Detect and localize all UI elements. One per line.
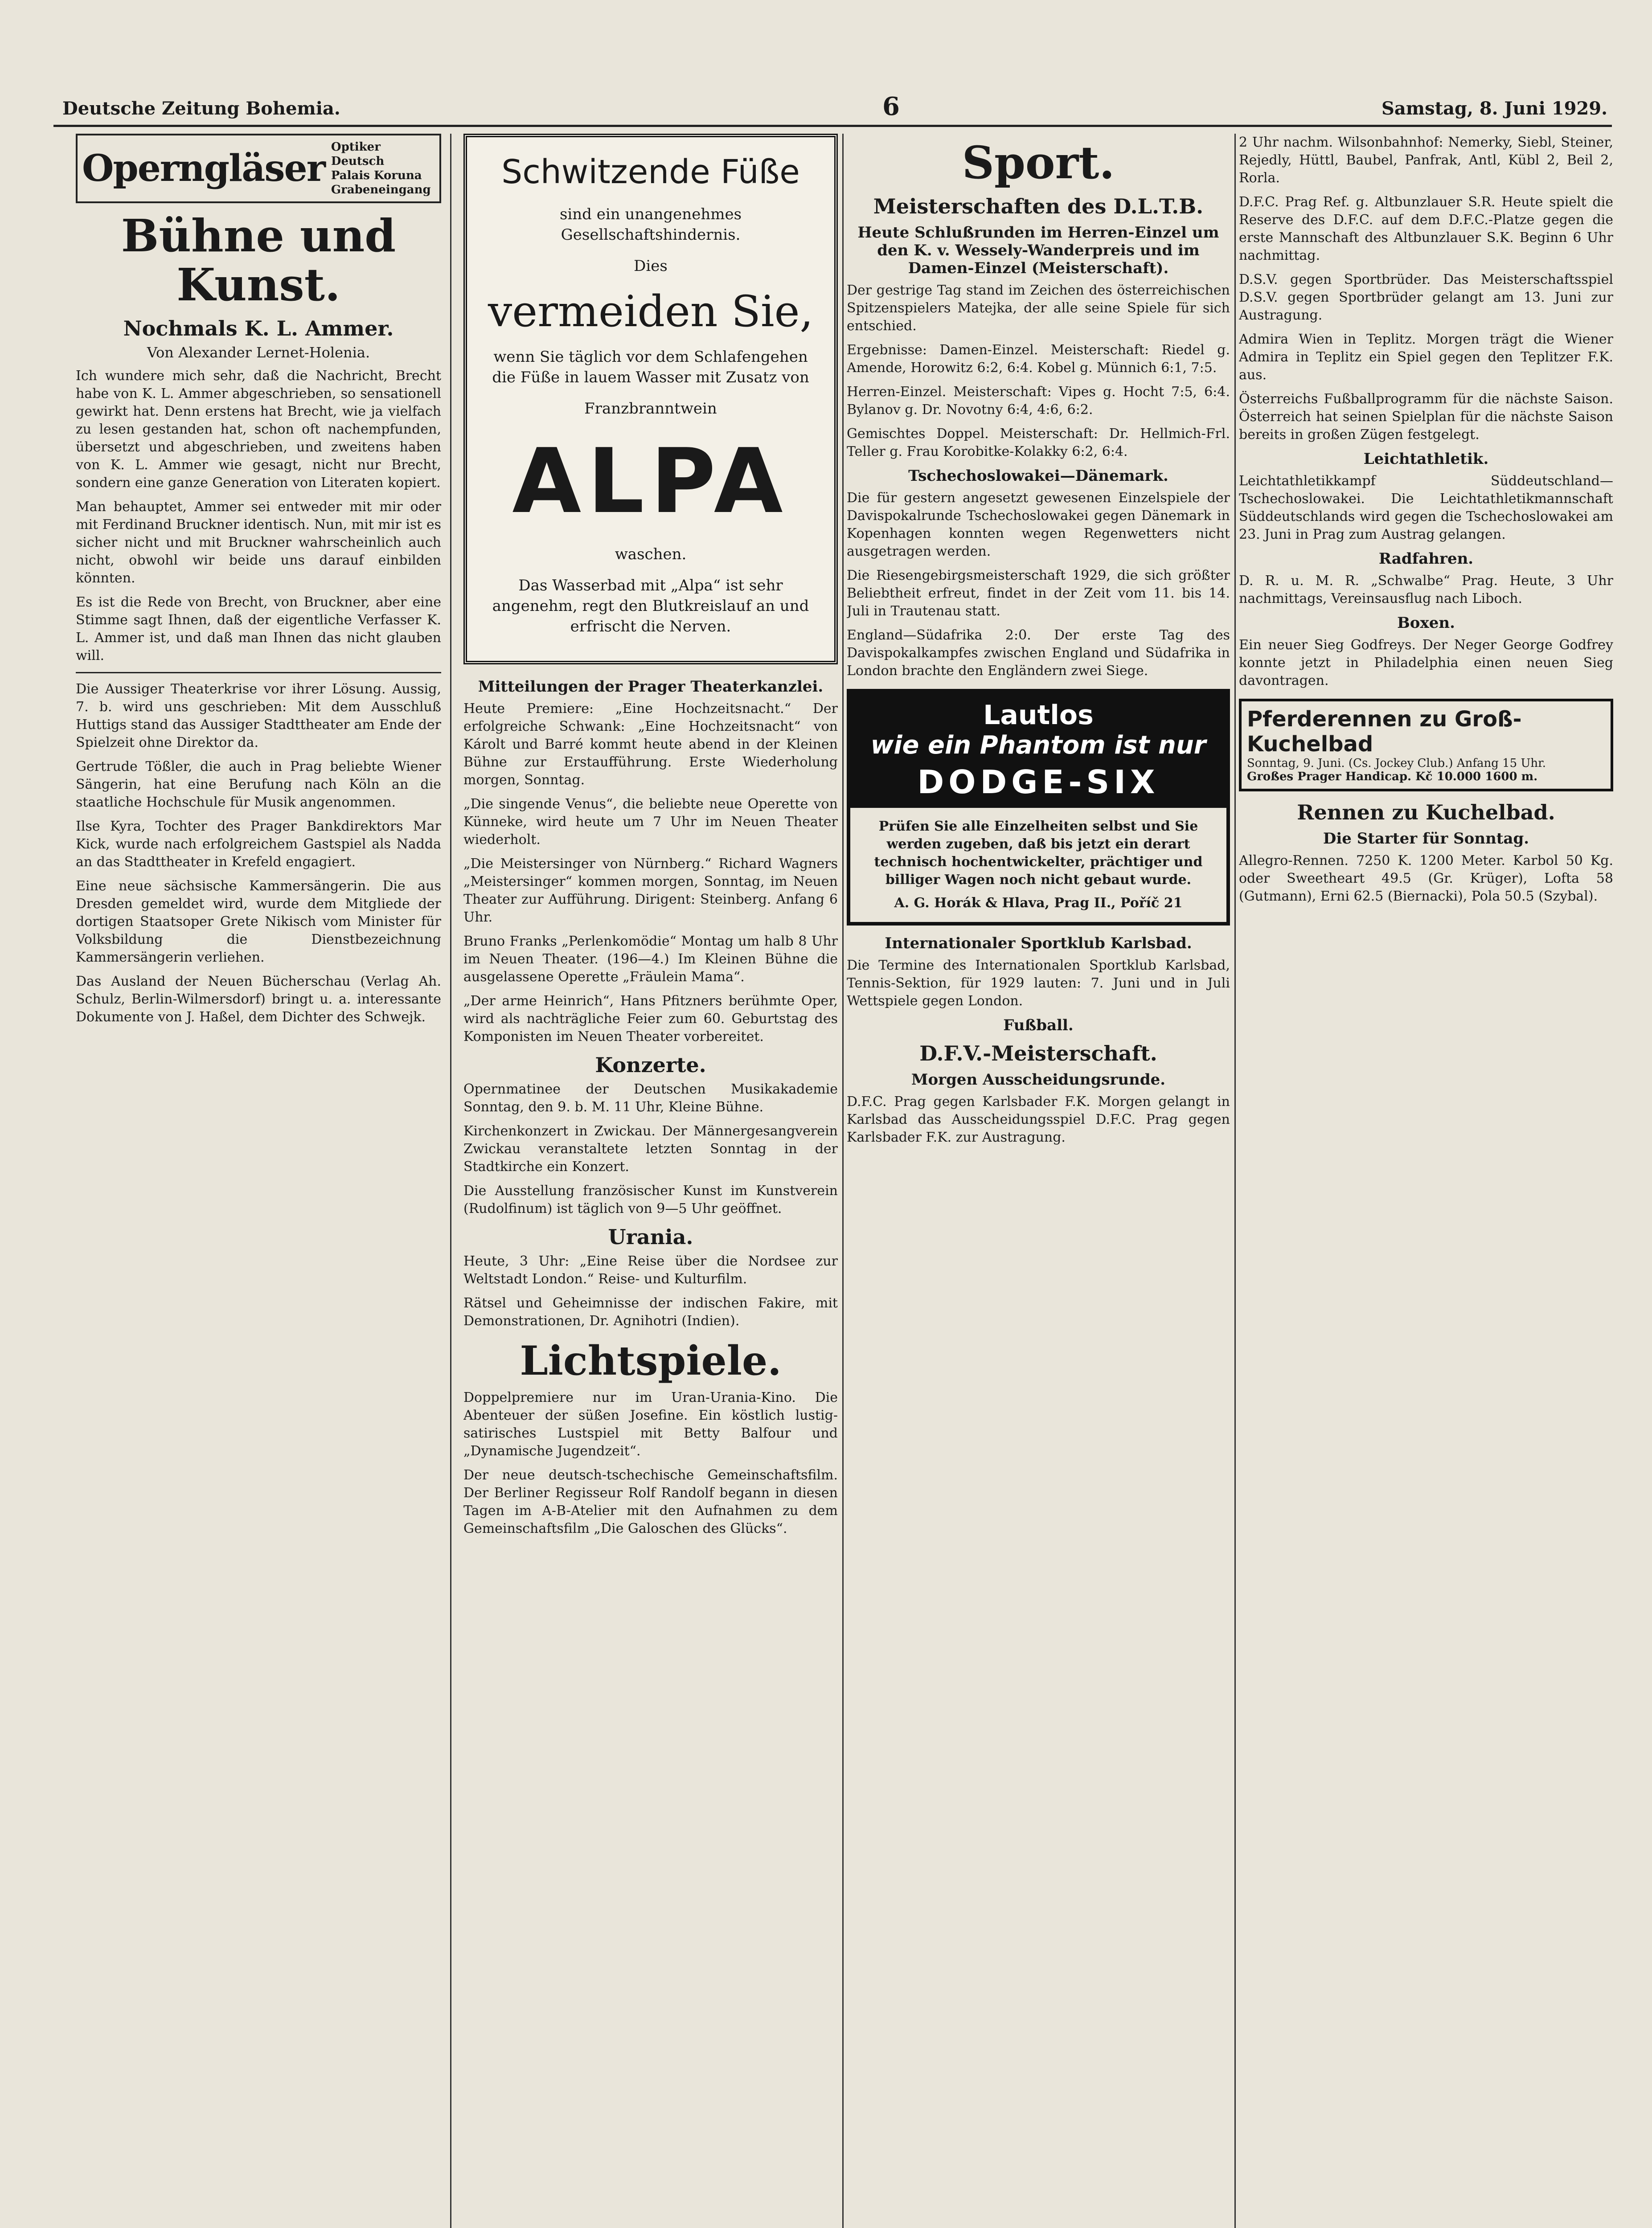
- horse-race-ad: [1239, 699, 1613, 791]
- page-header: [53, 89, 1612, 127]
- article-paragraph: Man behauptet, Ammer sei entweder mit mir oder mit Ferdinand Bruckner identisch. Nun, mit mir ist es sicher nicht und mit Bruckner wahrscheinlich auch nicht, obwohl wir beide uns darauf einbilden könnten.: [76, 499, 441, 586]
- article-paragraph: Die Riesengebirgsmeisterschaft 1929, die sich größter Beliebtheit erfreut, findet in der Zeit vom 11. bis 14. Juli in Trautenau statt.: [847, 568, 1230, 619]
- article-paragraph: Gertrude Tößler, die auch in Prag beliebte Wiener Sängerin, hat eine Berufung nach Köln an die staatliche Hochschule für Musik angenommen.: [76, 759, 441, 810]
- article-paragraph: Bruno Franks „Perlenkomödie“ Montag um halb 8 Uhr im Neuen Theater. (196—4.) Im Kleinen Bühne die ausgelassene Operette „Fräulein Mama“.: [463, 934, 838, 985]
- ad-brand: ALPA: [512, 430, 789, 533]
- article-paragraph: Es ist die Rede von Brecht, von Bruckner, aber eine Stimme sagt Ihnen, daß der eigentliche Verfasser K. L. Ammer ist, und daß man Ihnen das nicht glauben will.: [76, 594, 441, 663]
- article-paragraph: D.F.C. Prag Ref. g. Altbunzlauer S.R. Heute spielt die Reserve des D.F.C. auf dem D.F.C.-Platze gegen die erste Mannschaft des Altbunzlauer S.K. Beginn 6 Uhr nachmittag.: [1239, 194, 1613, 263]
- newspaper-name: Deutsche Zeitung Bohemia.: [62, 98, 340, 119]
- section-title: Lichtspiele.: [520, 1337, 782, 1384]
- ad-main: Großes Prager Handicap. Kč 10.000 1600 m.: [1247, 770, 1538, 783]
- ad-footer: Das Wasserbad mit „Alpa“ ist sehr angenehm, regt den Blutkreislauf an und erfrischt die Nerven.: [492, 577, 809, 635]
- ad-title: Operngläser: [82, 147, 325, 190]
- article-paragraph: Das Ausland der Neuen Bücherschau (Verlag Ah. Schulz, Berlin-Wilmersdorf) bringt u. a. interessante Dokumente von J. Haßel, dem Dichter des Schwejk.: [76, 974, 441, 1025]
- column-1: [76, 134, 441, 2228]
- article-paragraph: „Der arme Heinrich“, Hans Pfitzners berühmte Oper, wird als nachträgliche Feier zum 60. Geburtstag des Komponisten im Neuen Theater vorbereitet.: [463, 993, 838, 1044]
- article-paragraph: Ergebnisse: Damen-Einzel. Meisterschaft: Riedel g. Amende, Horowitz 6:2, 6:4. Kobel g. Münnich 6:1, 7:5.: [847, 342, 1230, 376]
- article-paragraph: Opernmatinee der Deutschen Musikakademie Sonntag, den 9. b. M. 11 Uhr, Kleine Bühne.: [463, 1081, 838, 1115]
- article-paragraph: Der neue deutsch-tschechische Gemeinschaftsfilm. Der Berliner Regisseur Rolf Randolf begann in diesen Tagen im A-B-Atelier mit den Aufnahmen zu dem Gemeinschaftsfilm „Die Galoschen des Glücks“.: [463, 1467, 838, 1536]
- ad-line: Optiker Deutsch: [331, 140, 385, 168]
- opera-glasses-ad: [76, 134, 441, 203]
- ad-body: wenn Sie täglich vor dem Schlafengehen die Füße in lauem Wasser mit Zusatz von: [492, 348, 809, 386]
- issue-date: Samstag, 8. Juni 1929.: [1381, 98, 1607, 119]
- column-rule: [450, 134, 451, 2228]
- article-paragraph: „Die singende Venus“, die beliebte neue Operette von Künneke, wird heute um 7 Uhr im Neuen Theater wiederholt.: [463, 796, 838, 848]
- ad-slogan: vermeiden Sie,: [488, 287, 813, 336]
- article-paragraph: Doppelpremiere nur im Uran-Urania-Kino. Die Abenteuer der süßen Josefine. Ein köstlich lustig-satirisches Lustspiel mit Betty Balfour und „Dynamische Jugendzeit“.: [463, 1390, 838, 1459]
- article-paragraph: Admira Wien in Teplitz. Morgen trägt die Wiener Admira in Teplitz ein Spiel gegen den Teplitzer F.K. aus.: [1239, 332, 1613, 383]
- section-title: Mitteilungen der Prager Theaterkanzlei.: [478, 678, 824, 696]
- column-2: [463, 134, 838, 2228]
- article-paragraph: 2 Uhr nachm. Wilsonbahnhof: Nemerky, Siebl, Steiner, Rejedly, Hüttl, Baubel, Panfrak, Antl, Kübl 2, Beil 2, Rorla.: [1239, 135, 1613, 186]
- subheading: Morgen Ausscheidungsrunde.: [911, 1071, 1166, 1089]
- article-paragraph: „Die Meistersinger von Nürnberg.“ Richard Wagners „Meistersinger“ kommen morgen, Sonntag, im Neuen Theater zur Aufführung. Dirigent: Steinberg. Anfang 6 Uhr.: [463, 856, 838, 925]
- article-paragraph: D.F.C. Prag gegen Karlsbader F.K. Morgen gelangt in Karlsbad das Ausscheidungsspiel D.F.C. Prag gegen Karlsbader F.K. zur Austragung.: [847, 1094, 1230, 1145]
- article-paragraph: Der gestrige Tag stand im Zeichen des österreichischen Spitzenspielers Matejka, der alle seine Spiele für sich entschied.: [847, 283, 1230, 334]
- ad-text: Franzbranntwein: [584, 400, 717, 418]
- page-number: 6: [882, 92, 900, 121]
- article-paragraph: Leichtathletikkampf Süddeutschland—Tschechoslowakei. Die Leichtathletikmannschaft Süddeutschlands wird gegen die Tschechoslowakei am 23. Juni in Prag zum Austrag gelangen.: [1239, 473, 1613, 542]
- dodge-six-ad: [847, 689, 1230, 926]
- section-title: Bühne und Kunst.: [121, 209, 396, 311]
- article-paragraph: Heute, 3 Uhr: „Eine Reise über die Nordsee zur Weltstadt London.“ Reise- und Kulturfilm.: [463, 1253, 838, 1287]
- article-paragraph: Eine neue sächsische Kammersängerin. Die aus Dresden gemeldet wird, wurde dem Mitgliede der dortigen Staatsoper Grete Nikisch vom Minister für Volksbildung die Dienstbezeichnung Kammersängerin verliehen.: [76, 878, 441, 965]
- article-paragraph: Ich wundere mich sehr, daß die Nachricht, Brecht habe von K. L. Ammer abgeschrieben, so sensationell gewirkt hat. Denn erstens hat Brecht, wie ja vielfach zu lesen gestanden hat, schon oft nachempfunden, übersetzt und abgeschrieben, und zweitens haben von K. L. Ammer wie gesagt, nicht nur Brecht, sondern eine ganze Generation von Literaten kopiert.: [76, 368, 441, 491]
- article-paragraph: Die für gestern angesetzt gewesenen Einzelspiele der Davispokalrunde Tschechoslowakei gegen Dänemark in Kopenhagen konnten wegen Regenwetters nicht ausgetragen werden.: [847, 490, 1230, 559]
- ad-headline: Schwitzende Füße: [501, 153, 800, 191]
- subheading: Radfahren.: [1378, 550, 1474, 568]
- ad-line: wie ein Phantom ist nur: [870, 731, 1206, 760]
- article-paragraph: Die Ausstellung französischer Kunst im Kunstverein (Rudolfinum) ist täglich von 9—5 Uhr geöffnet.: [463, 1183, 838, 1216]
- article-paragraph: Heute Premiere: „Eine Hochzeitsnacht.“ Der erfolgreiche Schwank: „Eine Hochzeitsnacht“ von Károlt und Barré kommt heute abend in der Kleinen Bühne zur Erstaufführung. Erste Wiederholung morgen, Sonntag.: [463, 701, 838, 788]
- ad-dealer: A. G. Horák & Hlava, Prag II., Poříč 21: [894, 895, 1183, 911]
- ad-line: Grabeneingang: [331, 183, 431, 197]
- section-title: Konzerte.: [595, 1053, 706, 1077]
- article-paragraph: Ein neuer Sieg Godfreys. Der Neger George Godfrey konnte jetzt in Philadelphia einen neuen Sieg davontragen.: [1239, 637, 1613, 688]
- byline: Von Alexander Lernet-Holenia.: [147, 344, 370, 361]
- ad-body: Prüfen Sie alle Einzelheiten selbst und Sie werden zugeben, daß bis jetzt ein derart technisch hochentwickelter, prächtiger und billiger Wagen noch nicht gebaut wurde.: [874, 819, 1203, 888]
- article-intro: Heute Schlußrunden im Herren-Einzel um den K. v. Wessely-Wanderpreis und im Damen-Einzel (Meisterschaft).: [857, 224, 1219, 277]
- article-title: Meisterschaften des D.L.T.B.: [873, 194, 1204, 218]
- article-title: D.F.V.-Meisterschaft.: [919, 1041, 1157, 1065]
- article-paragraph: Allegro-Rennen. 7250 K. 1200 Meter. Karbol 50 Kg. oder Sweetheart 49.5 (Gr. Krüger), Lofta 58 (Gutmann), Erni 62.5 (Biernacki), Pola 50.5 (Szybal).: [1239, 853, 1613, 904]
- divider: [76, 672, 441, 673]
- column-rule: [842, 134, 844, 2228]
- column-rule: [1234, 134, 1236, 2228]
- section-title: Sport.: [962, 136, 1115, 189]
- article-paragraph: D.S.V. gegen Sportbrüder. Das Meisterschaftsspiel D.S.V. gegen Sportbrüder gelangt am 13. Juni zur Austragung.: [1239, 272, 1613, 323]
- subheading: Die Starter für Sonntag.: [1323, 830, 1529, 848]
- ad-brand: DODGE-SIX: [917, 763, 1160, 801]
- ad-title: Pferderennen zu Groß-Kuchelbad: [1247, 707, 1522, 757]
- ad-subline: Sonntag, 9. Juni. (Cs. Jockey Club.) Anfang 15 Uhr.: [1247, 757, 1546, 770]
- section-title: Urania.: [608, 1225, 693, 1249]
- subheading: Boxen.: [1397, 614, 1455, 632]
- column-3: [847, 134, 1230, 2228]
- alpa-ad: [463, 134, 838, 664]
- subheading: Tschechoslowakei—Dänemark.: [908, 467, 1168, 485]
- ad-subline: sind ein unangenehmes Gesellschaftshindernis.: [559, 205, 742, 244]
- column-4: [1239, 134, 1613, 2228]
- article-paragraph: Österreichs Fußballprogramm für die nächste Saison. Österreich hat seinen Spielplan für die nächste Saison bereits in großen Zügen festgelegt.: [1239, 391, 1613, 442]
- subheading: Fußball.: [1003, 1016, 1074, 1034]
- article-paragraph: Rätsel und Geheimnisse der indischen Fakire, mit Demonstrationen, Dr. Agnihotri (Indien).: [463, 1295, 838, 1329]
- article-paragraph: Ilse Kyra, Tochter des Prager Bankdirektors Mar Kick, wurde nach erfolgreichem Gastspiel als Nadda an das Stadttheater in Krefeld engagiert.: [76, 819, 441, 870]
- ad-text: Dies: [634, 257, 668, 275]
- article-paragraph: Die Aussiger Theaterkrise vor ihrer Lösung. Aussig, 7. b. wird uns geschrieben: Mit dem Ausschluß Huttigs stand das Aussiger Stadttheater am Ende der Spielzeit ohne Direktor da.: [76, 681, 441, 750]
- article-paragraph: Die Termine des Internationalen Sportklub Karlsbad, Tennis-Sektion, für 1929 lauten: 7. Juni und in Juli Wettspiele gegen London.: [847, 958, 1230, 1009]
- article-paragraph: Herren-Einzel. Meisterschaft: Vipes g. Hocht 7:5, 6:4. Bylanov g. Dr. Novotny 6:4, 4:6, 6:2.: [847, 384, 1230, 418]
- subheading: Leichtathletik.: [1363, 450, 1489, 468]
- article-paragraph: Gemischtes Doppel. Meisterschaft: Dr. Hellmich-Frl. Teller g. Frau Korobitke-Kolakky 6:2, 6:4.: [847, 426, 1230, 459]
- article-title: Nochmals K. L. Ammer.: [123, 316, 394, 340]
- subheading: Internationaler Sportklub Karlsbad.: [885, 934, 1192, 952]
- ad-line: Lautlos: [983, 700, 1094, 731]
- ad-text: waschen.: [615, 545, 687, 563]
- article-title: Rennen zu Kuchelbad.: [1297, 800, 1555, 824]
- article-paragraph: England—Südafrika 2:0. Der erste Tag des Davispokalkampfes zwischen England und Südafrika in London brachte den Engländern zwei Siege.: [847, 627, 1230, 679]
- article-paragraph: Kirchenkonzert in Zwickau. Der Männergesangverein Zwickau veranstaltete letzten Sonntag in der Stadtkirche ein Konzert.: [463, 1123, 838, 1175]
- article-paragraph: D. R. u. M. R. „Schwalbe“ Prag. Heute, 3 Uhr nachmittags, Vereinsausflug nach Liboch.: [1239, 573, 1613, 606]
- ad-line: Palais Koruna: [331, 169, 422, 182]
